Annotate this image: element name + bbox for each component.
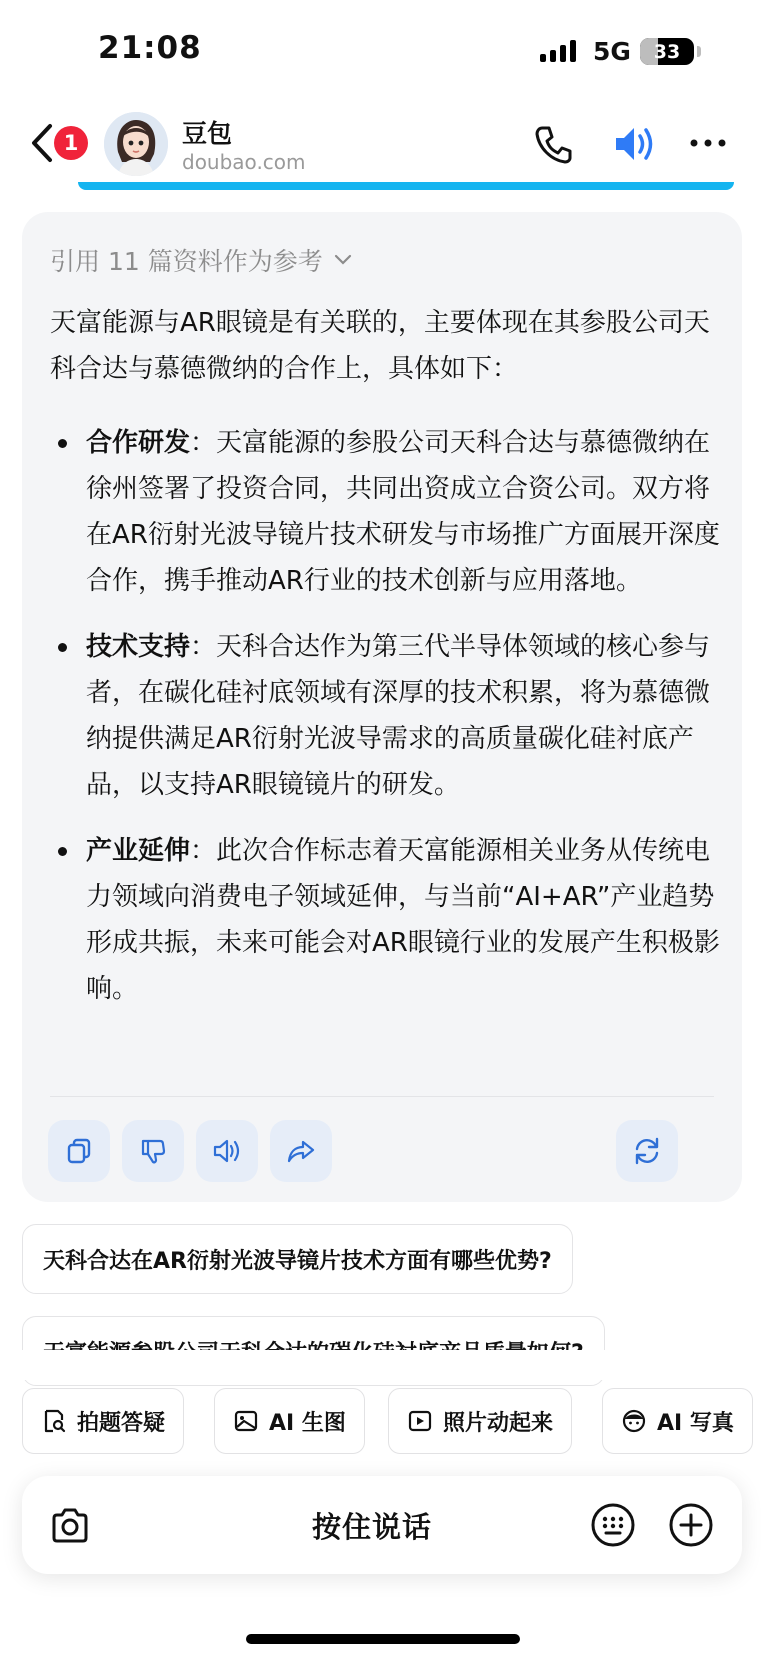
contact-name: 豆包	[182, 119, 233, 148]
tool-label: AI 生图	[269, 1410, 346, 1436]
status-bar	[0, 0, 768, 100]
speaker-button[interactable]	[610, 120, 658, 168]
video-icon	[407, 1408, 433, 1434]
home-indicator	[246, 1634, 520, 1644]
contact-domain: doubao.com	[182, 150, 306, 174]
bullet-text: ：天富能源的参股公司天科合达与慕德微纳在徐州签署了投资合同，共同出资成立合资公司。双方将在AR衍射光波导镜片技术研发与市场推广方面展开深度合作，携手推动AR行业的技术创新与应用落地。	[86, 428, 720, 596]
signal-icon	[540, 40, 576, 62]
bullet-title: 技术支持	[86, 632, 191, 662]
phone-icon	[532, 122, 576, 166]
suggested-question[interactable]: 天科合达在AR衍射光波导镜片技术方面有哪些优势?	[22, 1224, 573, 1294]
hold-to-talk-button[interactable]: 按住说话	[311, 1509, 432, 1544]
battery-level: 33	[653, 40, 681, 63]
speaker-icon	[610, 120, 658, 168]
list-item	[50, 420, 730, 604]
message-intro: 天富能源与AR眼镜是有关联的，主要体现在其参股公司天科合达与慕德微纳的合作上，具体如下：	[50, 308, 710, 384]
share-button[interactable]	[270, 1120, 332, 1182]
tool-label: 照片动起来	[443, 1410, 554, 1436]
battery-tip	[697, 46, 701, 57]
read-aloud-icon	[211, 1136, 243, 1166]
assistant-message	[22, 212, 742, 1202]
input-bar	[22, 1476, 742, 1574]
list-item	[50, 624, 730, 808]
avatar[interactable]	[104, 112, 168, 176]
avatar-image	[104, 112, 168, 176]
more-button[interactable]	[688, 130, 728, 156]
regenerate-button[interactable]	[616, 1120, 678, 1182]
tool-ai-portrait[interactable]	[602, 1388, 753, 1454]
plus-icon	[668, 1502, 714, 1548]
chat-header	[0, 100, 768, 190]
unread-badge: 1	[54, 126, 88, 160]
keyboard-button[interactable]	[590, 1502, 636, 1548]
face-icon	[621, 1408, 647, 1434]
dislike-button[interactable]	[122, 1120, 184, 1182]
references-toggle[interactable]	[50, 242, 353, 278]
chevron-down-icon	[333, 253, 353, 267]
call-button[interactable]	[532, 122, 576, 166]
tool-ai-image[interactable]	[214, 1388, 365, 1454]
network-type: 5G	[593, 37, 631, 66]
bullet-title: 产业延伸	[86, 836, 191, 866]
dislike-icon	[138, 1136, 168, 1166]
bullet-title: 合作研发	[86, 428, 191, 458]
image-icon	[233, 1408, 259, 1434]
camera-icon	[48, 1504, 92, 1548]
photo-search-icon	[41, 1408, 67, 1434]
camera-button[interactable]	[48, 1504, 92, 1548]
read-aloud-button[interactable]	[196, 1120, 258, 1182]
status-time: 21:08	[98, 30, 202, 66]
divider	[50, 1096, 714, 1097]
more-icon	[688, 130, 728, 156]
header-accent-bar	[78, 182, 734, 190]
tool-animate-photo[interactable]	[388, 1388, 572, 1454]
message-bullets	[50, 420, 730, 1032]
references-label: 引用 11 篇资料作为参考	[50, 247, 323, 276]
list-item	[50, 828, 730, 1012]
copy-icon	[64, 1136, 94, 1166]
share-icon	[285, 1136, 317, 1166]
regenerate-icon	[631, 1135, 663, 1167]
tool-label: 拍题答疑	[77, 1410, 166, 1436]
bullet-text: ：此次合作标志着天富能源相关业务从传统电力领域向消费电子领域延伸，与当前“AI+AR”产业趋势形成共振，未来可能会对AR眼镜行业的发展产生积极影响。	[86, 836, 720, 1004]
tool-label: AI 写真	[657, 1410, 734, 1436]
list-fade	[0, 1350, 768, 1380]
more-tools-button[interactable]	[668, 1502, 714, 1548]
battery-icon	[640, 38, 694, 65]
keypad-icon	[590, 1502, 636, 1548]
bullet-text: ：天科合达作为第三代半导体领域的核心参与者，在碳化硅衬底领域有深厚的技术积累，将为慕德微纳提供满足AR衍射光波导需求的高质量碳化硅衬底产品，以支持AR眼镜镜片的研发。	[86, 632, 711, 800]
copy-button[interactable]	[48, 1120, 110, 1182]
tool-photo-search[interactable]	[22, 1388, 184, 1454]
